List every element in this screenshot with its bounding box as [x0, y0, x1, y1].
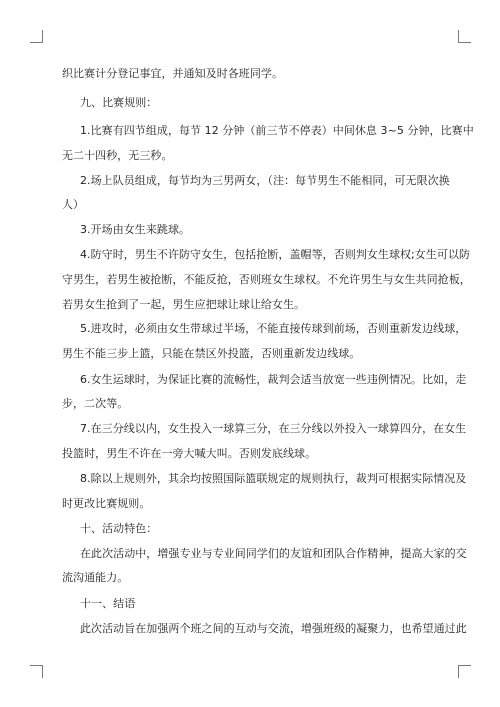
- paragraph-line: 织比赛计分登记事宜，并通知及时各班同学。: [62, 67, 283, 80]
- paragraph-line: 时更改比赛规则。: [62, 497, 151, 510]
- paragraph-line: 8.除以上规则外，其余均按照国际篮联规定的规则执行，裁判可根据实际情况及: [80, 472, 467, 485]
- crop-mark-top-left: [30, 30, 43, 43]
- paragraph-line: 在此次活动中，增强专业与专业间同学们的友谊和团队合作精神，提高大家的交: [80, 547, 467, 560]
- section-heading: 九、比赛规则：: [80, 96, 158, 109]
- paragraph-line: 1.比赛有四节组成，每节 12 分钟（前三节不停表）中间休息 3~5 分钟，比赛中: [80, 124, 474, 137]
- paragraph-line: 步，二次等。: [62, 397, 129, 410]
- paragraph-line: 4.防守时，男生不许防守女生，包括抢断，盖帽等，否则判女生球权;女生可以防: [80, 248, 471, 261]
- paragraph-line: 7.在三分线以内，女生投入一球算三分，在三分线以外投入一球算四分，在女生: [80, 422, 467, 435]
- paragraph-line: 流沟通能力。: [62, 571, 129, 584]
- crop-mark-bottom-left: [30, 665, 43, 678]
- paragraph-line: 6.女生运球时，为保证比赛的流畅性，裁判会适当放宽一些违例情况。比如，走: [80, 373, 467, 386]
- paragraph-line: 人）: [62, 198, 85, 211]
- paragraph-line: 无二十四秒，无三秒。: [62, 149, 173, 162]
- paragraph-line: 此次活动旨在加强两个班之间的互动与交流，增强班级的凝聚力，也希望通过此: [80, 622, 467, 635]
- section-heading: 十一、结语: [80, 597, 136, 610]
- section-heading: 十、活动特色：: [80, 522, 158, 535]
- paragraph-line: 若男女生抢到了一起，男生应把球让球让给女生。: [62, 298, 306, 311]
- paragraph-line: 5.进攻时，必须由女生带球过半场，不能直接传球到前场，否则重新发边线球，: [80, 322, 467, 335]
- paragraph-line: 守男生，若男生被抢断，不能反抢，否则班女生球权。不允许男生与女生共同抢板，: [62, 273, 471, 286]
- paragraph-line: 3.开场由女生来跳球。: [80, 223, 191, 236]
- crop-mark-top-right: [458, 30, 471, 43]
- paragraph-line: 2.场上队员组成，每节均为三男两女，（注：每节男生不能相同，可无限次换: [80, 174, 450, 187]
- paragraph-line: 男生不能三步上篮，只能在禁区外投篮，否则重新发边线球。: [62, 347, 361, 360]
- paragraph-line: 投篮时，男生不许在一旁大喊大叫。否则发底线球。: [62, 447, 317, 460]
- crop-mark-bottom-right: [458, 665, 471, 678]
